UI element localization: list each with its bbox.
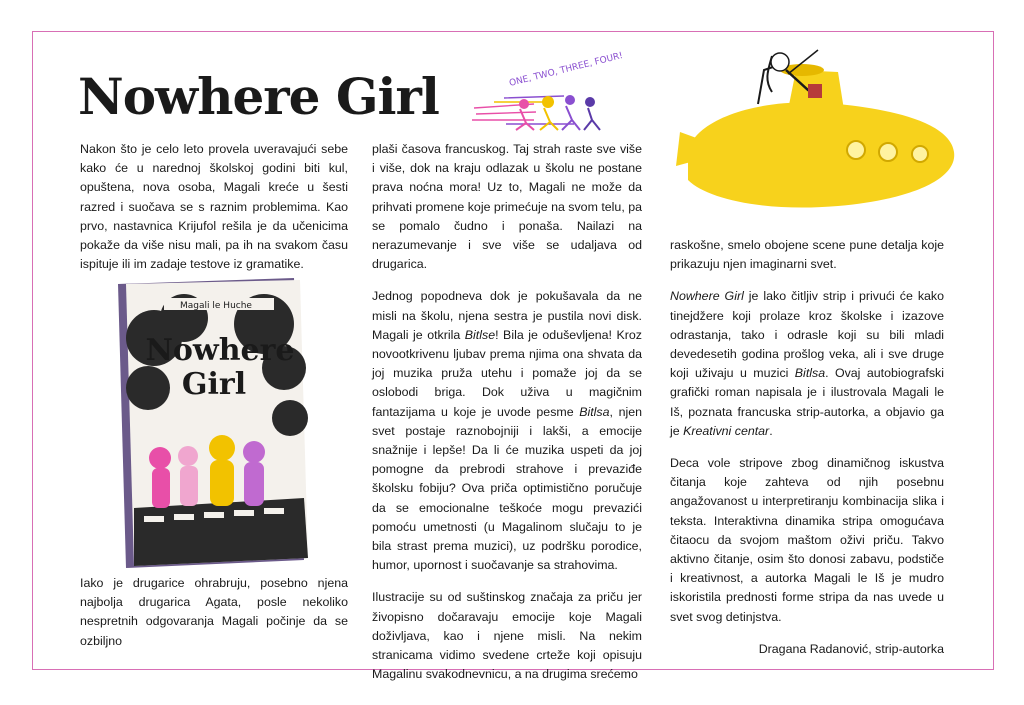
paragraph-readership: Nowhere Girl je lako čitljiv strip i privući će kako tinejdžere koji prolaze kroz školske i izazove odrastanja, tako i odrasle koji su bili mladi devedesetih godina prošlog veka, ali i sve druge koji uživaju u muzici Bitlsa. Ovaj autobiografski grafički roman napisala je i ilustrovala Magali le Iš, poznata francuska strip-autorka, a objavio ga je Kreativni centar. (670, 289, 944, 438)
page-title: Nowhere Girl (78, 67, 439, 126)
doodle-text: ONE, TWO, THREE, FOUR! (508, 50, 625, 89)
paragraph-comics: Deca vole stripove zbog dinamičnog iskustva čitanja koje zahteva od njih posebnu angažovanost u interpretiranju kombinacija slika i teksta. Interaktivna dinamika stripa omogućava čitaocu da svojom maštom oživi priču. Takvo aktivno čitanje, osim što donosi zabavu, podstiče i kreativnost, a autorka Magali le Iš je mudro iskoristila prednosti forme stripa da nas uvede u svet svog detinjstva. (670, 456, 944, 624)
paragraph-fear: plaši časova francuskog. Taj strah raste sve više i više, dok na kraju odlazak u školu ne postane prava noćna mora! Uz to, Magali ne može da prihvati promene koje primećuje na svom telu, pa se pomalo čudno i ponaša. Nailazi na nerazumevanje i sve više se udaljava od drugarica. (372, 142, 642, 272)
band-doodle-illustration (464, 50, 625, 136)
book-title-line2: Girl (181, 367, 247, 402)
paragraph-intro: Nakon što je celo leto provela uveravajući sebe kako će u narednoj školskoj godini biti kul, opuštena, nova osoba, Magali kreće u šesti razred i suočava se s raznim problemima. Kao prvo, nastavnica Krijufol rešila je da učenicima pokaže da više nisu mali, pa ih na svakom času ispituje ili im zadaje testove iz gramatike. (80, 142, 348, 272)
paragraph-friends: Iako je drugarice ohrabruju, posebno njena najbolja drugarica Agata, posle nekoliko nespretnih odgovaranja Magali počinje da se ozbiljno (80, 576, 348, 648)
book-title-line1: Nowhere (145, 333, 295, 368)
paragraph-illustrations: Ilustracije su od suštinskog značaja za priču jer živopisno dočaravaju emocije koje Magali doživljava, kao i njene misli. Na nekim stranicama vidimo svedene crteže koji opisuju Magalinu svakodnevnicu, a na drugima srećemo (372, 590, 642, 682)
paragraph-beatles: Jednog popodneva dok je pokušavala da ne misli na školu, njena sestra je pustila novi disk. Magali je otkrila Bitlse! Bila je oduševljena! Kroz novootkrivenu ljubav prema njima ona shvata da joj muzika pruža utehu i pomaže joj da se oslobodi briga. Dok uživa u magičnim fantazijama u koje je uvode pesme Bitlsa, njen svet postaje raznobojniji i lakši, a emocije snažnije i lepše! Da li će muzika uspeti da joj pomogne da prebrodi strahove i prevaziđe školsku fobiju? Ova priča optimistično poručuje da se emocionalne teškoće mogu prevazići pomoću umetnosti (u Magalinom slučaju to je bila strast prema muzici), uz podršku porodice, humor, upornost i suočavanje sa strahovima. (372, 289, 643, 573)
column-3 (670, 236, 944, 672)
column-1-top (80, 140, 348, 287)
signature: Dragana Radanović, strip-autorka (758, 641, 944, 656)
yellow-submarine-illustration (668, 40, 964, 230)
book-author: Magali le Huche (180, 301, 252, 311)
column-1-bottom (80, 574, 348, 664)
paragraph-scenes: raskošne, smelo obojene scene pune detalja koje prikazuju njen imaginarni svet. (670, 238, 944, 272)
column-2 (372, 140, 642, 697)
book-cover-image (104, 278, 310, 568)
